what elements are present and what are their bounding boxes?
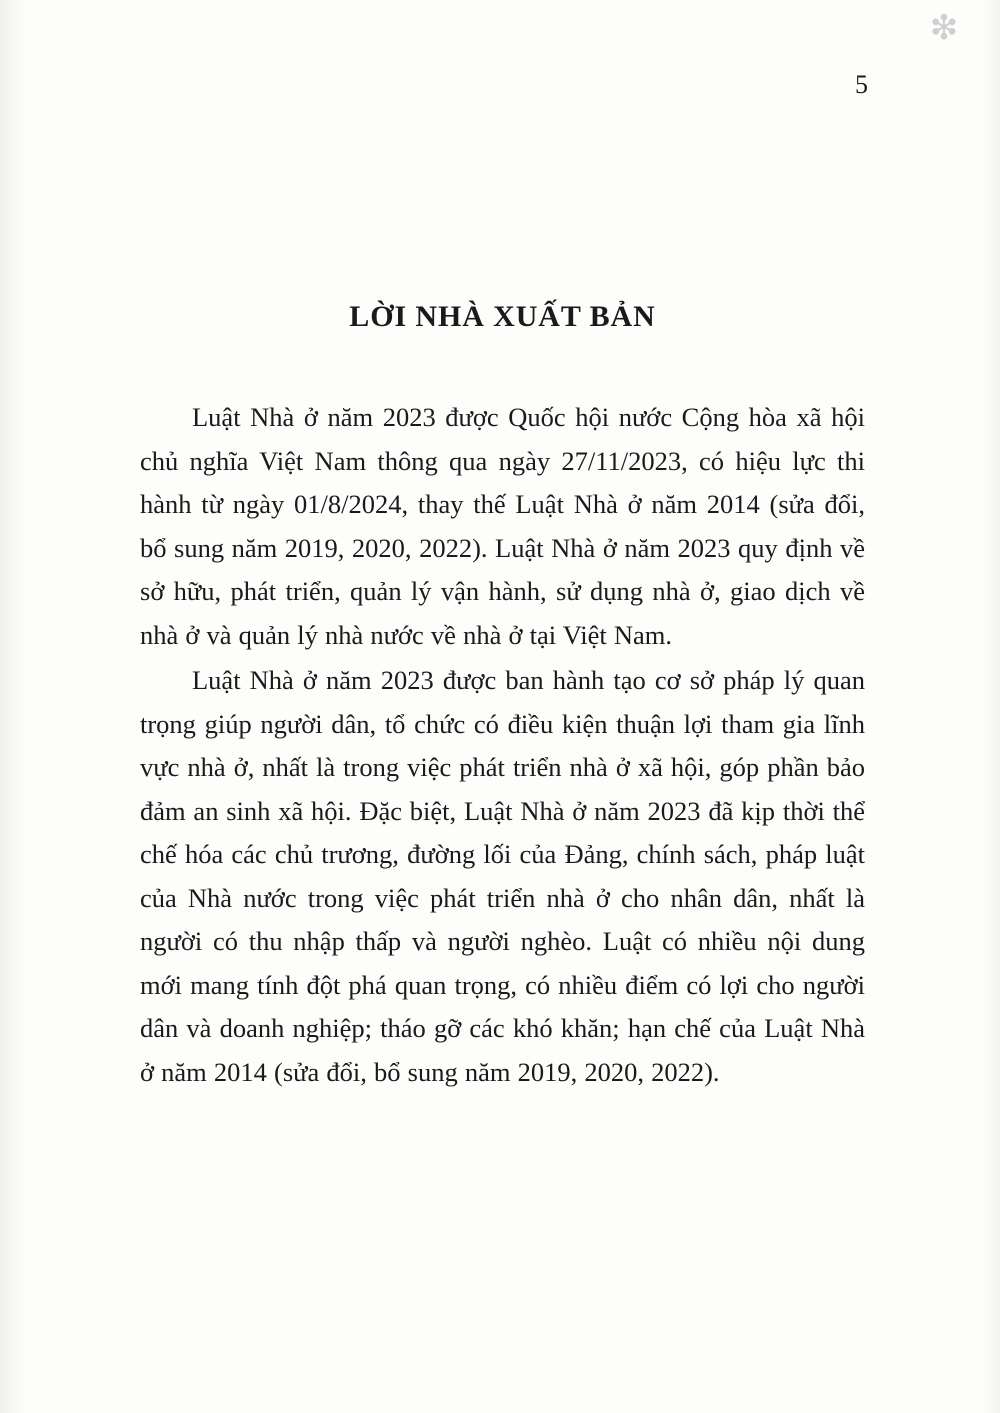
page-content bbox=[140, 300, 865, 1096]
paragraph: Luật Nhà ở năm 2023 được ban hành tạo cơ sở pháp lý quan trọng giúp người dân, tổ chức có điều kiện thuận lợi tham gia lĩnh vực nhà ở, nhất là trong việc phát triển nhà ở xã hội, góp phần bảo đảm an sinh xã hội. Đặc biệt, Luật Nhà ở năm 2023 đã kịp thời thể chế hóa các chủ trương, đường lối của Đảng, chính sách, pháp luật của Nhà nước trong việc phát triển nhà ở cho nhân dân, nhất là người có thu nhập thấp và người nghèo. Luật có nhiều nội dung mới mang tính đột phá quan trọng, có nhiều điểm có lợi cho người dân và doanh nghiệp; tháo gỡ các khó khăn; hạn chế của Luật Nhà ở năm 2014 (sửa đổi, bổ sung năm 2019, 2020, 2022). bbox=[140, 665, 865, 1087]
paragraph: Luật Nhà ở năm 2023 được Quốc hội nước Cộng hòa xã hội chủ nghĩa Việt Nam thông qua ngày 27/11/2023, có hiệu lực thi hành từ ngày 01/8/2024, thay thế Luật Nhà ở năm 2014 (sửa đổi, bổ sung năm 2019, 2020, 2022). Luật Nhà ở năm 2023 quy định về sở hữu, phát triển, quản lý vận hành, sử dụng nhà ở, giao dịch về nhà ở và quản lý nhà nước về nhà ở tại Việt Nam. bbox=[140, 402, 865, 650]
page-title: LỜI NHÀ XUẤT BẢN bbox=[349, 300, 656, 333]
snowflake-ornament-icon: ❇ bbox=[929, 8, 959, 48]
page-number: 5 bbox=[855, 70, 868, 99]
